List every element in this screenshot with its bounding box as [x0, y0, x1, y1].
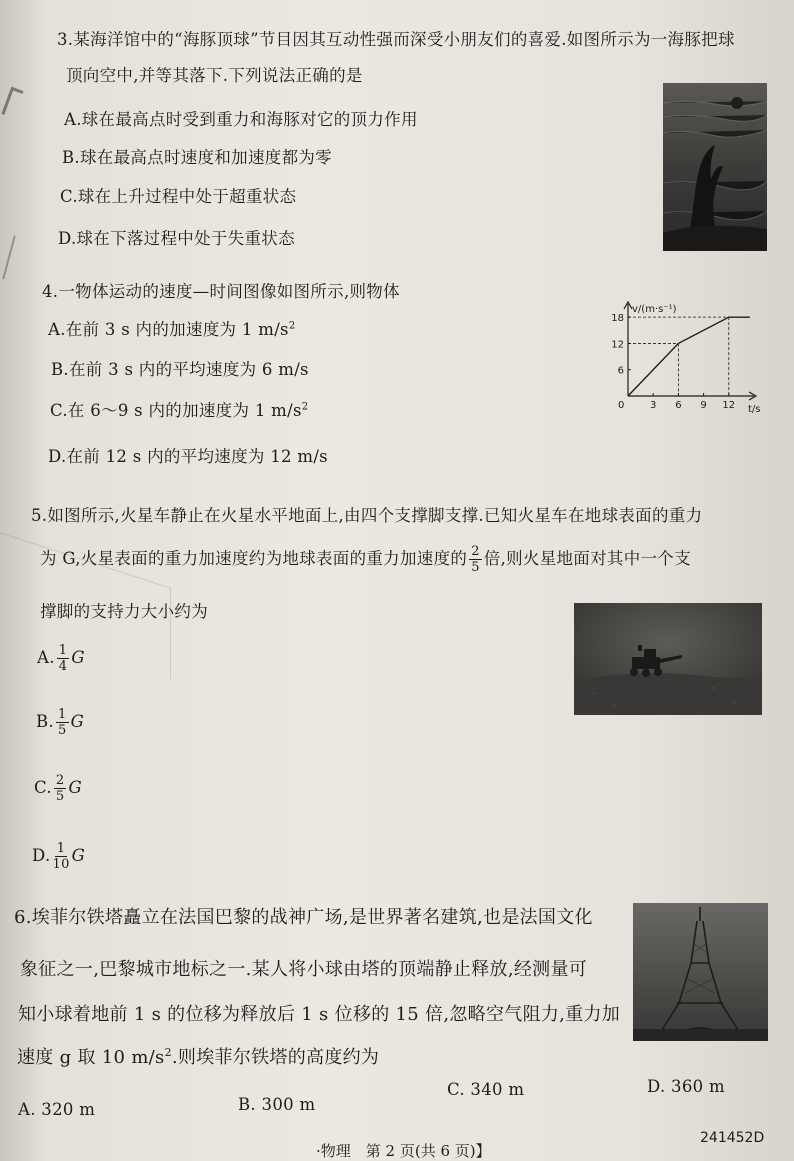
q5-option-b-var: G [70, 712, 85, 731]
q5-option-c [34, 774, 82, 803]
q4-option-a [48, 316, 296, 340]
footer-exam-code: 241452D [700, 1130, 765, 1146]
velocity-time-chart [592, 300, 772, 416]
x-tick-label: 9 [700, 400, 707, 411]
q6-line4-pre: 速度 g 取 10 m/s [17, 1047, 165, 1068]
velocity-series-line [628, 317, 750, 396]
mars-rover-photo [574, 603, 762, 715]
q6-line4-sup: 2 [164, 1046, 172, 1059]
q5-stem-line2-pre: 为 G,火星表面的重力加速度约为地球表面的重力加速度的 [40, 549, 468, 568]
q3-option-a: A.球在最高点时受到重力和海豚对它的顶力作用 [64, 110, 418, 129]
q4-option-b-text: B.在前 3 s 内的平均速度为 6 m/s [51, 360, 309, 379]
q5-option-b-den: 5 [57, 723, 67, 738]
q4-option-d-text: D.在前 12 s 内的平均速度为 12 m/s [48, 447, 328, 466]
q5-option-a [37, 644, 85, 673]
y-tick-label: 12 [611, 339, 624, 351]
q5-stem-fraction [469, 545, 482, 574]
q5-option-a-den: 4 [58, 659, 68, 674]
q5-option-c-var: G [68, 778, 82, 797]
footer-page-info: ·物理 第 2 页(共 6 页)】 [316, 1142, 491, 1160]
q4-stem: 4.一物体运动的速度—时间图像如图所示,则物体 [42, 282, 400, 301]
x-tick-label: 3 [650, 400, 657, 411]
y-tick-label: 6 [617, 365, 624, 377]
q5-option-b-label: B. [36, 712, 54, 731]
q5-stem-line1: 5.如图所示,火星车静止在火星水平地面上,由四个支撑脚支撑.已知火星车在地球表面的重力 [31, 506, 703, 525]
y-axis-label: v/(m·s⁻¹) [632, 304, 677, 315]
q6-line4 [17, 1043, 379, 1069]
q5-option-b-num: 1 [57, 707, 67, 722]
q4-option-b [51, 356, 309, 380]
q6-line3: 知小球着地前 1 s 的位移为释放后 1 s 位移的 15 倍,忽略空气阻力,重力加 [18, 1004, 621, 1025]
q6-line4-post: .则埃菲尔铁塔的高度约为 [171, 1047, 380, 1068]
q5-option-b [36, 708, 84, 737]
q5-stem-line2-post: 倍,则火星地面对其中一个支 [483, 549, 691, 568]
q5-option-c-num: 2 [55, 773, 65, 788]
x-tick-label: 6 [675, 400, 682, 411]
q5-option-a-fraction [57, 644, 70, 673]
q5-option-d-label: D. [32, 846, 51, 865]
q5-stem-frac-num: 2 [471, 544, 480, 559]
q3-option-b: B.球在最高点时速度和加速度都为零 [62, 148, 332, 167]
q5-stem-line3: 撑脚的支持力大小约为 [40, 602, 208, 621]
q5-option-a-num: 1 [58, 643, 68, 658]
q4-option-d [48, 443, 328, 467]
q5-option-a-var: G [71, 648, 85, 667]
q6-line2: 象征之一,巴黎城市地标之一.某人将小球由塔的顶端静止释放,经测量可 [20, 959, 588, 980]
q4-option-c-sup: 2 [301, 401, 309, 413]
q6-option-d: D. 360 m [647, 1077, 725, 1096]
q4-option-a-sup: 2 [288, 320, 296, 332]
eiffel-tower-photo [633, 903, 768, 1041]
q4-option-c-text: C.在 6～9 s 内的加速度为 1 m/s [50, 401, 302, 420]
x-axis-label: t/s [748, 404, 761, 415]
q4-option-c [50, 397, 308, 421]
origin-label: 0 [618, 400, 625, 411]
q3-option-d: D.球在下落过程中处于失重状态 [58, 229, 295, 248]
dolphin-photo [663, 83, 767, 251]
q6-option-a: A. 320 m [18, 1100, 96, 1119]
q3-stem-line2: 顶向空中,并等其落下.下列说法正确的是 [66, 66, 363, 85]
q5-stem-line2 [40, 545, 691, 574]
q5-stem-frac-den: 5 [471, 560, 480, 575]
q4-option-a-text: A.在前 3 s 内的加速度为 1 m/s [48, 320, 289, 339]
q3-option-c: C.球在上升过程中处于超重状态 [60, 187, 297, 206]
vt-chart-svg [592, 300, 772, 416]
page-edge-mark [1, 87, 23, 119]
q5-option-a-label: A. [37, 648, 55, 667]
q5-option-d [32, 842, 85, 871]
page-edge-mark-2 [2, 236, 16, 280]
q5-option-d-num: 1 [56, 841, 66, 856]
q6-option-c: C. 340 m [447, 1080, 525, 1099]
q5-option-b-fraction [56, 708, 69, 737]
q5-option-c-fraction [54, 774, 67, 803]
q3-stem-line1: 3.某海洋馆中的“海豚顶球”节目因其互动性强而深受小朋友们的喜爱.如图所示为一海豚把球 [57, 30, 735, 49]
q5-option-d-fraction [53, 842, 70, 871]
q5-option-d-den: 10 [52, 857, 70, 872]
q5-option-d-var: G [71, 846, 86, 865]
q6-option-b: B. 300 m [238, 1095, 316, 1114]
x-tick-label: 12 [722, 400, 736, 411]
q6-line1: 6.埃菲尔铁塔矗立在法国巴黎的战神广场,是世界著名建筑,也是法国文化 [14, 907, 593, 928]
q5-option-c-den: 5 [55, 789, 65, 804]
q5-option-c-label: C. [34, 778, 52, 797]
y-tick-label: 18 [611, 313, 624, 325]
